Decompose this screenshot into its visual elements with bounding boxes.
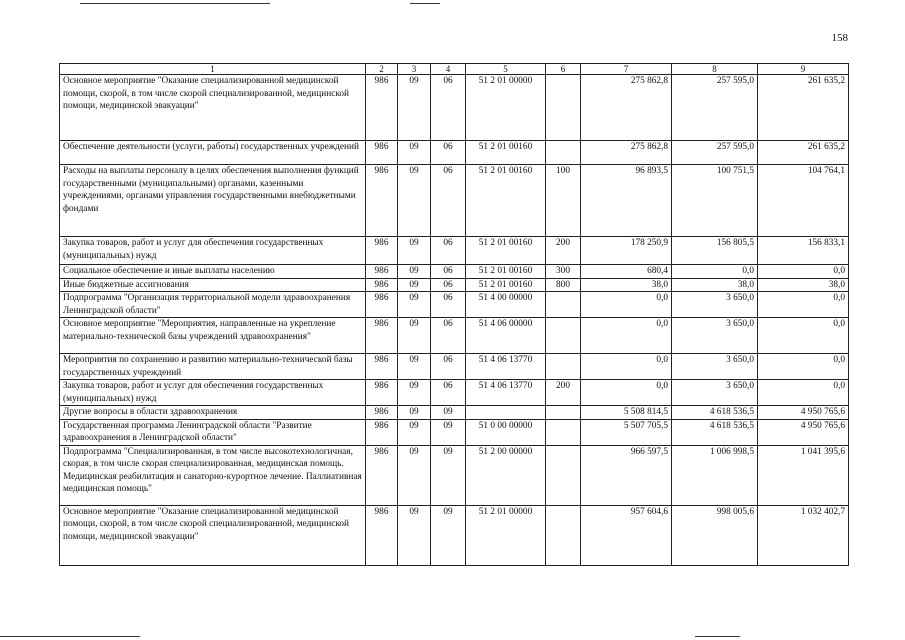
row-value-cell: [546, 75, 581, 141]
row-value-cell: [546, 318, 581, 354]
row-value-cell: 5 508 814,5: [581, 406, 672, 420]
column-header: 3: [398, 64, 431, 75]
row-value-cell: [546, 419, 581, 445]
column-header: 6: [546, 64, 581, 75]
row-value-cell: 0,0: [581, 354, 672, 380]
column-header: 2: [366, 64, 398, 75]
row-value-cell: 257 595,0: [672, 141, 758, 165]
row-value-cell: 09: [398, 278, 431, 292]
row-name-cell: Обеспечение деятельности (услуги, работы) государственных учреждений: [60, 141, 366, 165]
row-value-cell: 4 618 536,5: [672, 419, 758, 445]
row-name-cell: Подпрограмма "Специализированная, в том числе высокотехнологичная, скорая, в том числе скорая специализированная, медицинская помощь. Медицинская реабилитация и санаторно-курортное лечение. Паллиативная медицинская помощь": [60, 445, 366, 505]
scan-line-top: [410, 3, 440, 4]
row-value-cell: 957 604,6: [581, 505, 672, 565]
row-value-cell: 38,0: [758, 278, 849, 292]
row-value-cell: 09: [431, 406, 466, 420]
row-value-cell: 09: [398, 380, 431, 406]
row-value-cell: [546, 292, 581, 318]
row-value-cell: 51 4 06 13770: [466, 354, 546, 380]
row-value-cell: 257 595,0: [672, 75, 758, 141]
row-value-cell: 09: [398, 406, 431, 420]
row-value-cell: 3 650,0: [672, 354, 758, 380]
row-value-cell: 0,0: [758, 354, 849, 380]
row-value-cell: 51 2 01 00160: [466, 141, 546, 165]
budget-table: [59, 63, 849, 566]
table-row: [60, 75, 849, 141]
column-number-row: [60, 64, 849, 75]
row-value-cell: 09: [398, 237, 431, 265]
row-value-cell: 51 4 06 13770: [466, 380, 546, 406]
row-value-cell: 261 635,2: [758, 75, 849, 141]
row-value-cell: 3 650,0: [672, 318, 758, 354]
row-value-cell: 100: [546, 165, 581, 237]
row-name-cell: Закупка товаров, работ и услуг для обеспечения государственных (муниципальных) нужд: [60, 237, 366, 265]
row-value-cell: 0,0: [758, 292, 849, 318]
table-row: [60, 419, 849, 445]
row-value-cell: 51 2 01 00160: [466, 237, 546, 265]
row-name-cell: Другие вопросы в области здравоохранения: [60, 406, 366, 420]
table-row: [60, 165, 849, 237]
row-value-cell: 09: [398, 292, 431, 318]
table-row: [60, 237, 849, 265]
row-value-cell: 986: [366, 354, 398, 380]
row-name-cell: Государственная программа Ленинградской области "Развитие здравоохранения в Ленинградской области": [60, 419, 366, 445]
row-value-cell: 06: [431, 75, 466, 141]
row-value-cell: 38,0: [581, 278, 672, 292]
table-row: [60, 141, 849, 165]
row-value-cell: 1 041 395,6: [758, 445, 849, 505]
row-value-cell: 06: [431, 265, 466, 279]
column-header: 9: [758, 64, 849, 75]
row-value-cell: 06: [431, 380, 466, 406]
scan-line-bottom: [0, 636, 140, 637]
row-value-cell: [546, 445, 581, 505]
row-value-cell: 09: [431, 419, 466, 445]
row-value-cell: 680,4: [581, 265, 672, 279]
row-value-cell: 0,0: [758, 318, 849, 354]
row-value-cell: 986: [366, 75, 398, 141]
row-value-cell: 09: [398, 265, 431, 279]
row-value-cell: [546, 354, 581, 380]
row-value-cell: [546, 141, 581, 165]
row-value-cell: 06: [431, 237, 466, 265]
table-row: [60, 318, 849, 354]
row-value-cell: 275 862,8: [581, 75, 672, 141]
row-value-cell: 06: [431, 278, 466, 292]
row-value-cell: 178 250,9: [581, 237, 672, 265]
row-value-cell: 06: [431, 141, 466, 165]
column-header: 4: [431, 64, 466, 75]
row-value-cell: [546, 406, 581, 420]
table-row: [60, 265, 849, 279]
row-value-cell: 09: [398, 318, 431, 354]
row-value-cell: 38,0: [672, 278, 758, 292]
row-value-cell: 156 833,1: [758, 237, 849, 265]
row-value-cell: 986: [366, 237, 398, 265]
row-name-cell: Мероприятия по сохранению и развитию материально-технической базы государственных учреждений: [60, 354, 366, 380]
row-value-cell: 06: [431, 165, 466, 237]
page-number: 158: [831, 32, 848, 44]
row-value-cell: 1 032 402,7: [758, 505, 849, 565]
row-value-cell: 200: [546, 380, 581, 406]
row-value-cell: 0,0: [758, 265, 849, 279]
row-value-cell: 0,0: [581, 380, 672, 406]
row-value-cell: 96 893,5: [581, 165, 672, 237]
table-row: [60, 292, 849, 318]
row-value-cell: 4 950 765,6: [758, 419, 849, 445]
row-value-cell: 986: [366, 141, 398, 165]
scan-line-top: [80, 3, 270, 4]
column-header: 1: [60, 64, 366, 75]
row-value-cell: 51 2 01 00000: [466, 505, 546, 565]
row-value-cell: 998 005,6: [672, 505, 758, 565]
row-value-cell: 275 862,8: [581, 141, 672, 165]
row-value-cell: 09: [398, 354, 431, 380]
row-name-cell: Расходы на выплаты персоналу в целях обеспечения выполнения функций государственными (муниципальными) органами, казенными учреждениями, органами управления государственными внебюджетными фондами: [60, 165, 366, 237]
row-value-cell: 986: [366, 406, 398, 420]
row-value-cell: 0,0: [758, 380, 849, 406]
row-value-cell: 51 2 01 00160: [466, 265, 546, 279]
row-value-cell: 4 950 765,6: [758, 406, 849, 420]
row-name-cell: Основное мероприятие "Оказание специализированной медицинской помощи, скорой, в том числе скорой специализированной, медицинской помощи, медицинской эвакуации": [60, 505, 366, 565]
row-value-cell: 986: [366, 292, 398, 318]
row-value-cell: 156 805,5: [672, 237, 758, 265]
row-value-cell: 5 507 705,5: [581, 419, 672, 445]
row-value-cell: [546, 505, 581, 565]
row-value-cell: 51 2 01 00000: [466, 75, 546, 141]
row-value-cell: 09: [398, 141, 431, 165]
row-value-cell: [466, 406, 546, 420]
table-row: [60, 354, 849, 380]
row-value-cell: 0,0: [581, 292, 672, 318]
row-name-cell: Основное мероприятие "Оказание специализированной медицинской помощи, скорой, в том числе скорой специализированной, медицинской помощи, медицинской эвакуации": [60, 75, 366, 141]
row-value-cell: 51 2 00 00000: [466, 445, 546, 505]
row-value-cell: 1 006 998,5: [672, 445, 758, 505]
row-value-cell: 51 2 01 00160: [466, 165, 546, 237]
table-row: [60, 505, 849, 565]
row-value-cell: 09: [431, 505, 466, 565]
row-value-cell: 09: [398, 419, 431, 445]
row-value-cell: 966 597,5: [581, 445, 672, 505]
row-value-cell: 51 2 01 00160: [466, 278, 546, 292]
row-value-cell: 09: [431, 445, 466, 505]
row-value-cell: 09: [398, 505, 431, 565]
row-name-cell: Социальное обеспечение и иные выплаты населению: [60, 265, 366, 279]
table-row: [60, 445, 849, 505]
row-value-cell: 300: [546, 265, 581, 279]
row-value-cell: 986: [366, 380, 398, 406]
row-name-cell: Подпрограмма "Организация территориальной модели здравоохранения Ленинградской области": [60, 292, 366, 318]
row-value-cell: 06: [431, 318, 466, 354]
row-value-cell: 986: [366, 445, 398, 505]
row-value-cell: 100 751,5: [672, 165, 758, 237]
row-value-cell: 986: [366, 265, 398, 279]
row-value-cell: 986: [366, 278, 398, 292]
column-header: 5: [466, 64, 546, 75]
row-value-cell: 3 650,0: [672, 380, 758, 406]
column-header: 8: [672, 64, 758, 75]
row-value-cell: 51 4 06 00000: [466, 318, 546, 354]
column-header: 7: [581, 64, 672, 75]
row-name-cell: Иные бюджетные ассигнования: [60, 278, 366, 292]
scan-line-bottom: [695, 636, 740, 637]
row-value-cell: 986: [366, 165, 398, 237]
table-row: [60, 278, 849, 292]
row-value-cell: 200: [546, 237, 581, 265]
row-value-cell: 104 764,1: [758, 165, 849, 237]
row-value-cell: 51 0 00 00000: [466, 419, 546, 445]
row-value-cell: 06: [431, 292, 466, 318]
row-value-cell: 06: [431, 354, 466, 380]
table-row: [60, 380, 849, 406]
row-name-cell: Закупка товаров, работ и услуг для обеспечения государственных (муниципальных) нужд: [60, 380, 366, 406]
row-value-cell: 261 635,2: [758, 141, 849, 165]
row-value-cell: 51 4 00 00000: [466, 292, 546, 318]
row-value-cell: 986: [366, 419, 398, 445]
row-value-cell: 0,0: [581, 318, 672, 354]
row-value-cell: 986: [366, 505, 398, 565]
row-value-cell: 4 618 536,5: [672, 406, 758, 420]
row-value-cell: 09: [398, 165, 431, 237]
table-row: [60, 406, 849, 420]
row-value-cell: 09: [398, 445, 431, 505]
row-value-cell: 800: [546, 278, 581, 292]
row-value-cell: 0,0: [672, 265, 758, 279]
row-name-cell: Основное мероприятие "Мероприятия, направленные на укрепление материально-технической базы учреждений здравоохранения": [60, 318, 366, 354]
row-value-cell: 09: [398, 75, 431, 141]
row-value-cell: 3 650,0: [672, 292, 758, 318]
row-value-cell: 986: [366, 318, 398, 354]
